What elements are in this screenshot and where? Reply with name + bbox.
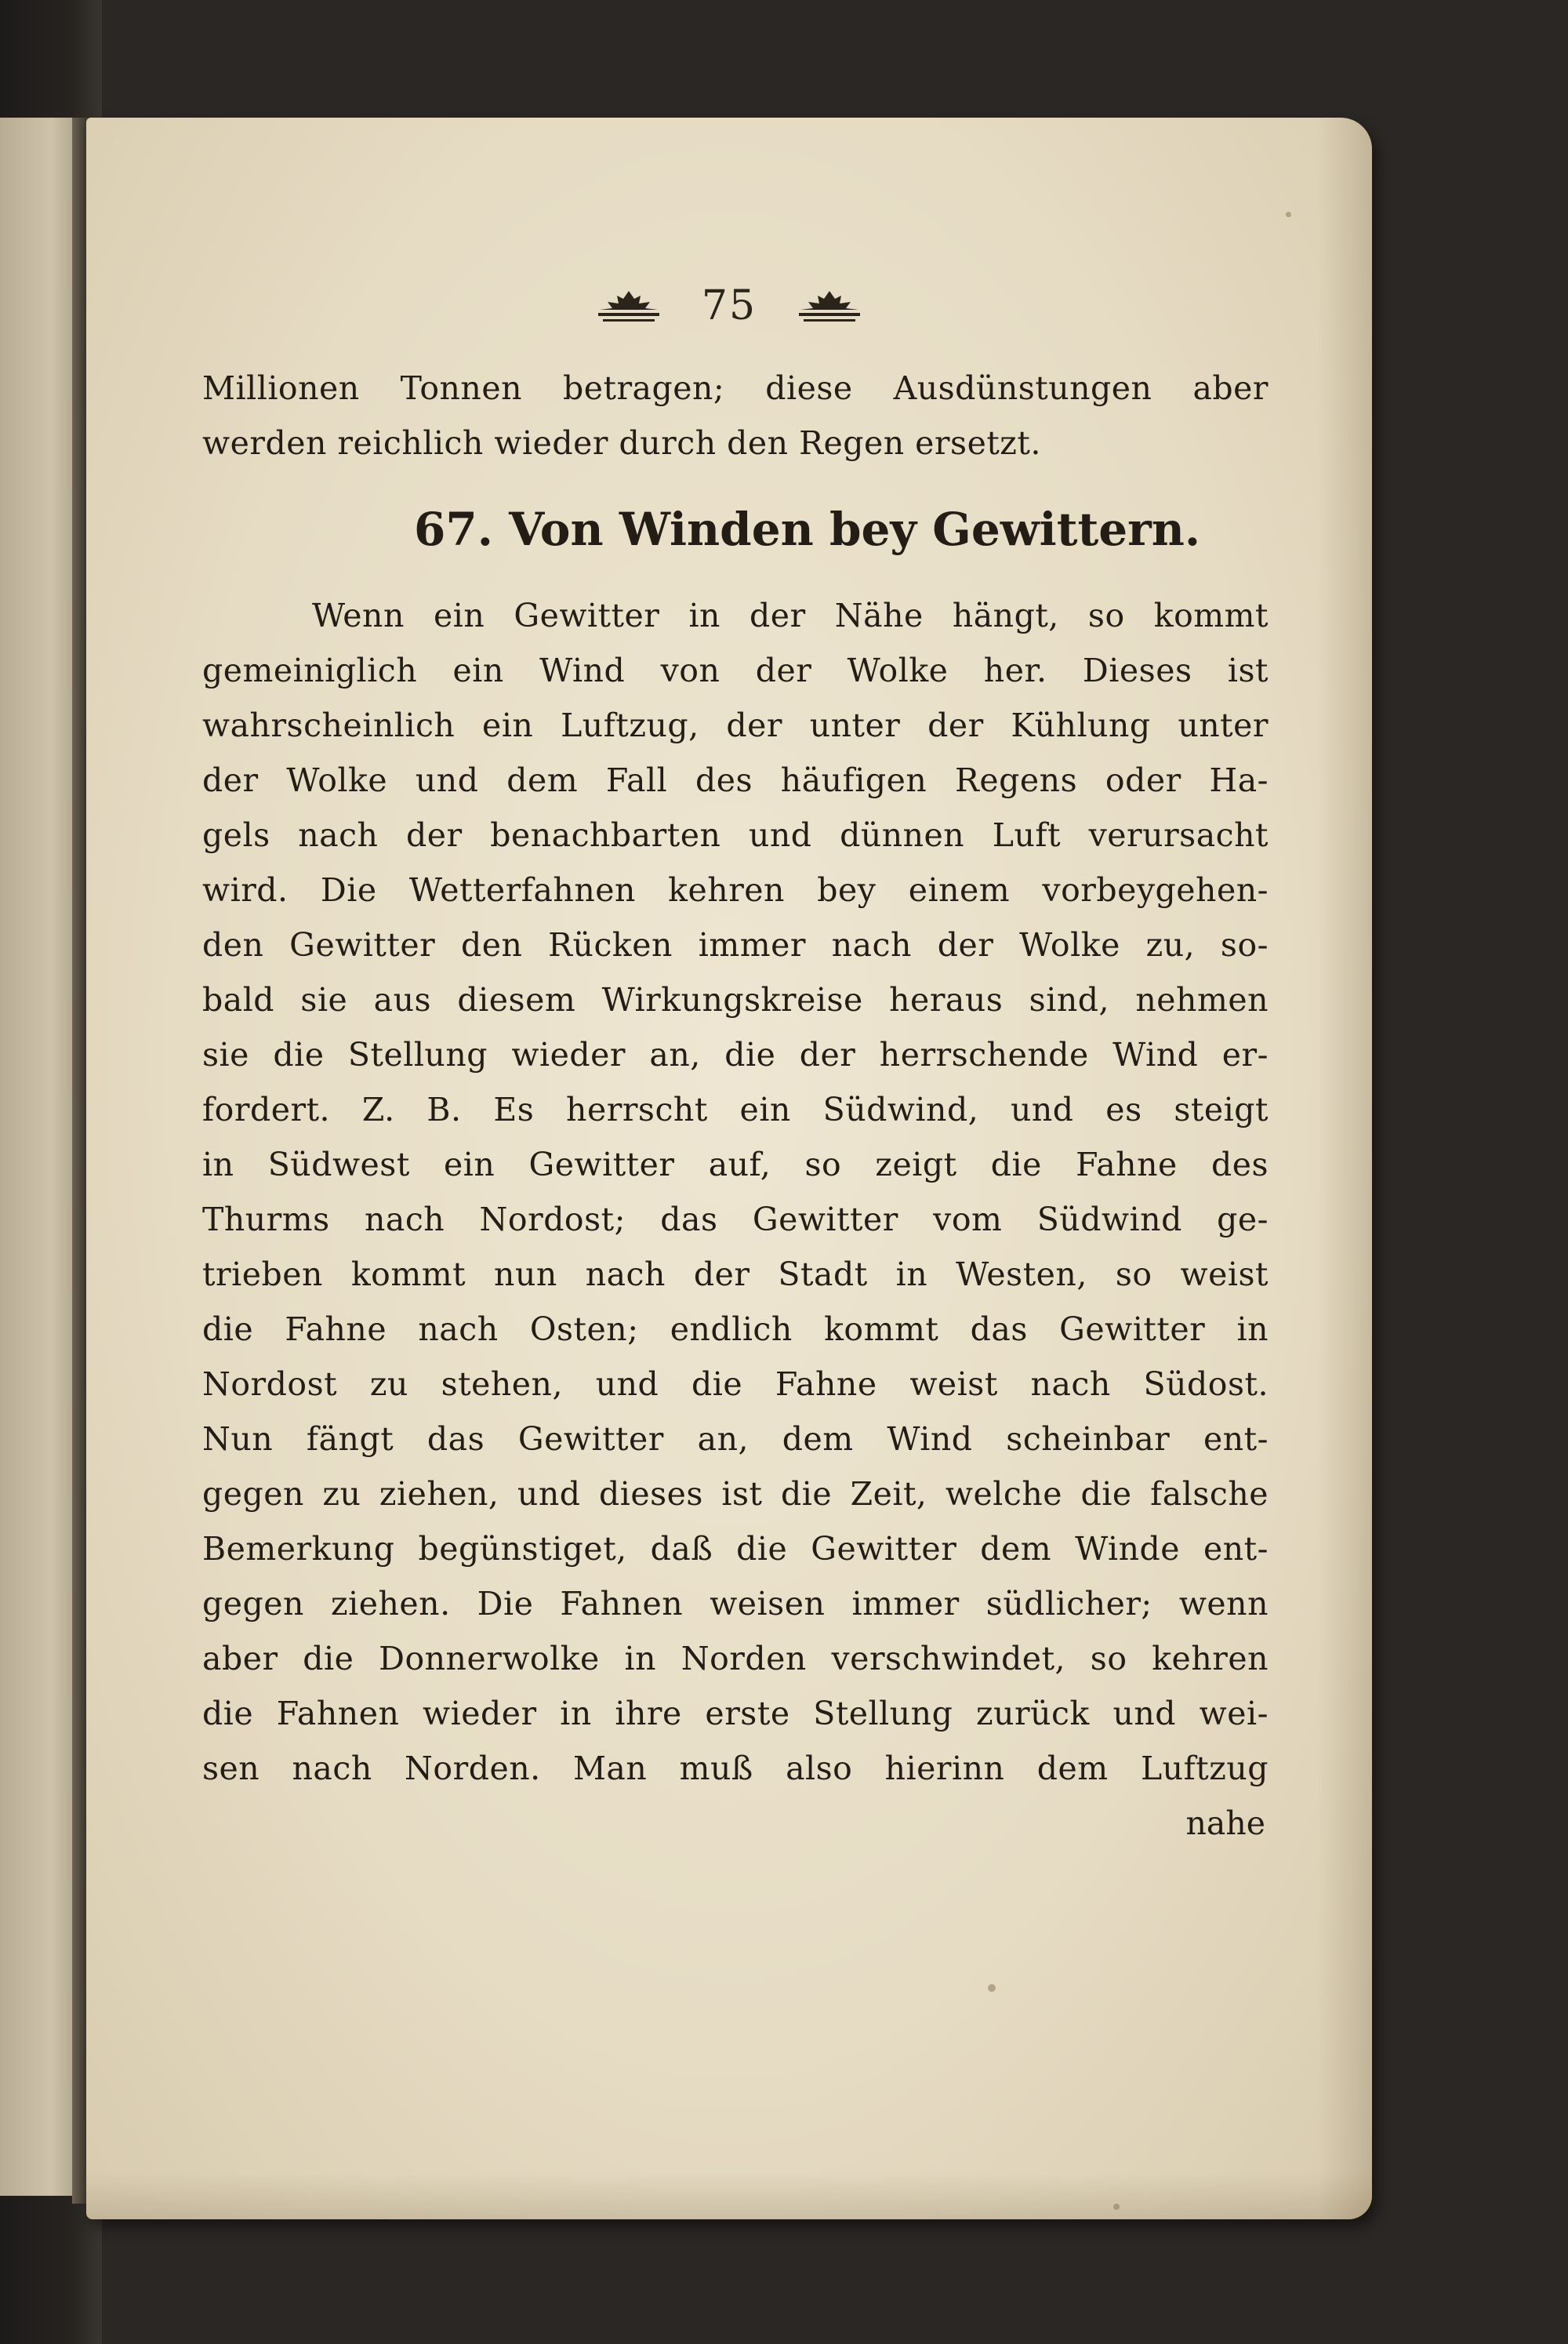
text-line: gemeiniglich ein Wind von der Wolke her. Dieses ist bbox=[202, 652, 1269, 689]
page-shadow-right bbox=[1317, 118, 1372, 2219]
catchword: nahe bbox=[1185, 1804, 1265, 1842]
text-line: trieben kommt nun nach der Stadt in Westen, so weist bbox=[202, 1256, 1269, 1293]
text-line: in Südwest ein Gewitter auf, so zeigt die Fahne des bbox=[202, 1146, 1269, 1183]
text-line: sen nach Norden. Man muß also hierinn dem Luftzug bbox=[202, 1750, 1269, 1787]
text-line: den Gewitter den Rücken immer nach der Wolke zu, so- bbox=[202, 926, 1269, 964]
text-line: aber die Donnerwolke in Norden verschwindet, so kehren bbox=[202, 1640, 1269, 1677]
text-line: fordert. Z. B. Es herrscht ein Südwind, und es steigt bbox=[202, 1091, 1269, 1128]
text-line: Nun fängt das Gewitter an, dem Wind scheinbar ent- bbox=[202, 1420, 1269, 1458]
text-line: die Fahne nach Osten; endlich kommt das Gewitter in bbox=[202, 1310, 1269, 1348]
paper-spot bbox=[1286, 212, 1291, 217]
page-text bbox=[202, 361, 1269, 1851]
text-line: wahrscheinlich ein Luftzug, der unter der Kühlung unter bbox=[202, 707, 1269, 744]
text-line: wird. Die Wetterfahnen kehren bey einem vorbeygehen- bbox=[202, 871, 1269, 909]
text-line: Thurms nach Nordost; das Gewitter vom Südwind ge- bbox=[202, 1201, 1269, 1238]
text-line: gels nach der benachbarten und dünnen Luft verursacht bbox=[202, 816, 1269, 854]
section-heading: 67. Von Winden bey Gewittern. bbox=[414, 503, 1201, 556]
text-line: Millionen Tonnen betragen; diese Ausdünstungen aber bbox=[202, 369, 1269, 407]
text-line: sie die Stellung wieder an, die der herrschende Wind er- bbox=[202, 1036, 1269, 1074]
text-line: werden reichlich wieder durch den Regen ersetzt. bbox=[202, 424, 1041, 462]
ornament-icon bbox=[593, 288, 664, 324]
text-line: Wenn ein Gewitter in der Nähe hängt, so kommt bbox=[312, 597, 1269, 634]
text-line: bald sie aus diesem Wirkungskreise heraus sind, nehmen bbox=[202, 981, 1269, 1019]
text-line: der Wolke und dem Fall des häufigen Regens oder Ha- bbox=[202, 761, 1269, 799]
page-shadow-bottom bbox=[86, 2172, 1372, 2219]
text-line: gegen ziehen. Die Fahnen weisen immer südlicher; wenn bbox=[202, 1585, 1269, 1623]
text-line: die Fahnen wieder in ihre erste Stellung zurück und wei- bbox=[202, 1695, 1269, 1732]
page-header bbox=[86, 274, 1372, 337]
paper-spot bbox=[988, 1984, 996, 1992]
page-number: 75 bbox=[701, 282, 757, 329]
text-line: Nordost zu stehen, und die Fahne weist nach Südost. bbox=[202, 1365, 1269, 1403]
book-page bbox=[86, 118, 1372, 2219]
paper-spot bbox=[1113, 2204, 1120, 2210]
text-line: gegen zu ziehen, und dieses ist die Zeit, welche die falsche bbox=[202, 1475, 1269, 1513]
ornament-icon bbox=[794, 288, 865, 324]
text-line: Bemerkung begünstiget, daß die Gewitter dem Winde ent- bbox=[202, 1530, 1269, 1568]
